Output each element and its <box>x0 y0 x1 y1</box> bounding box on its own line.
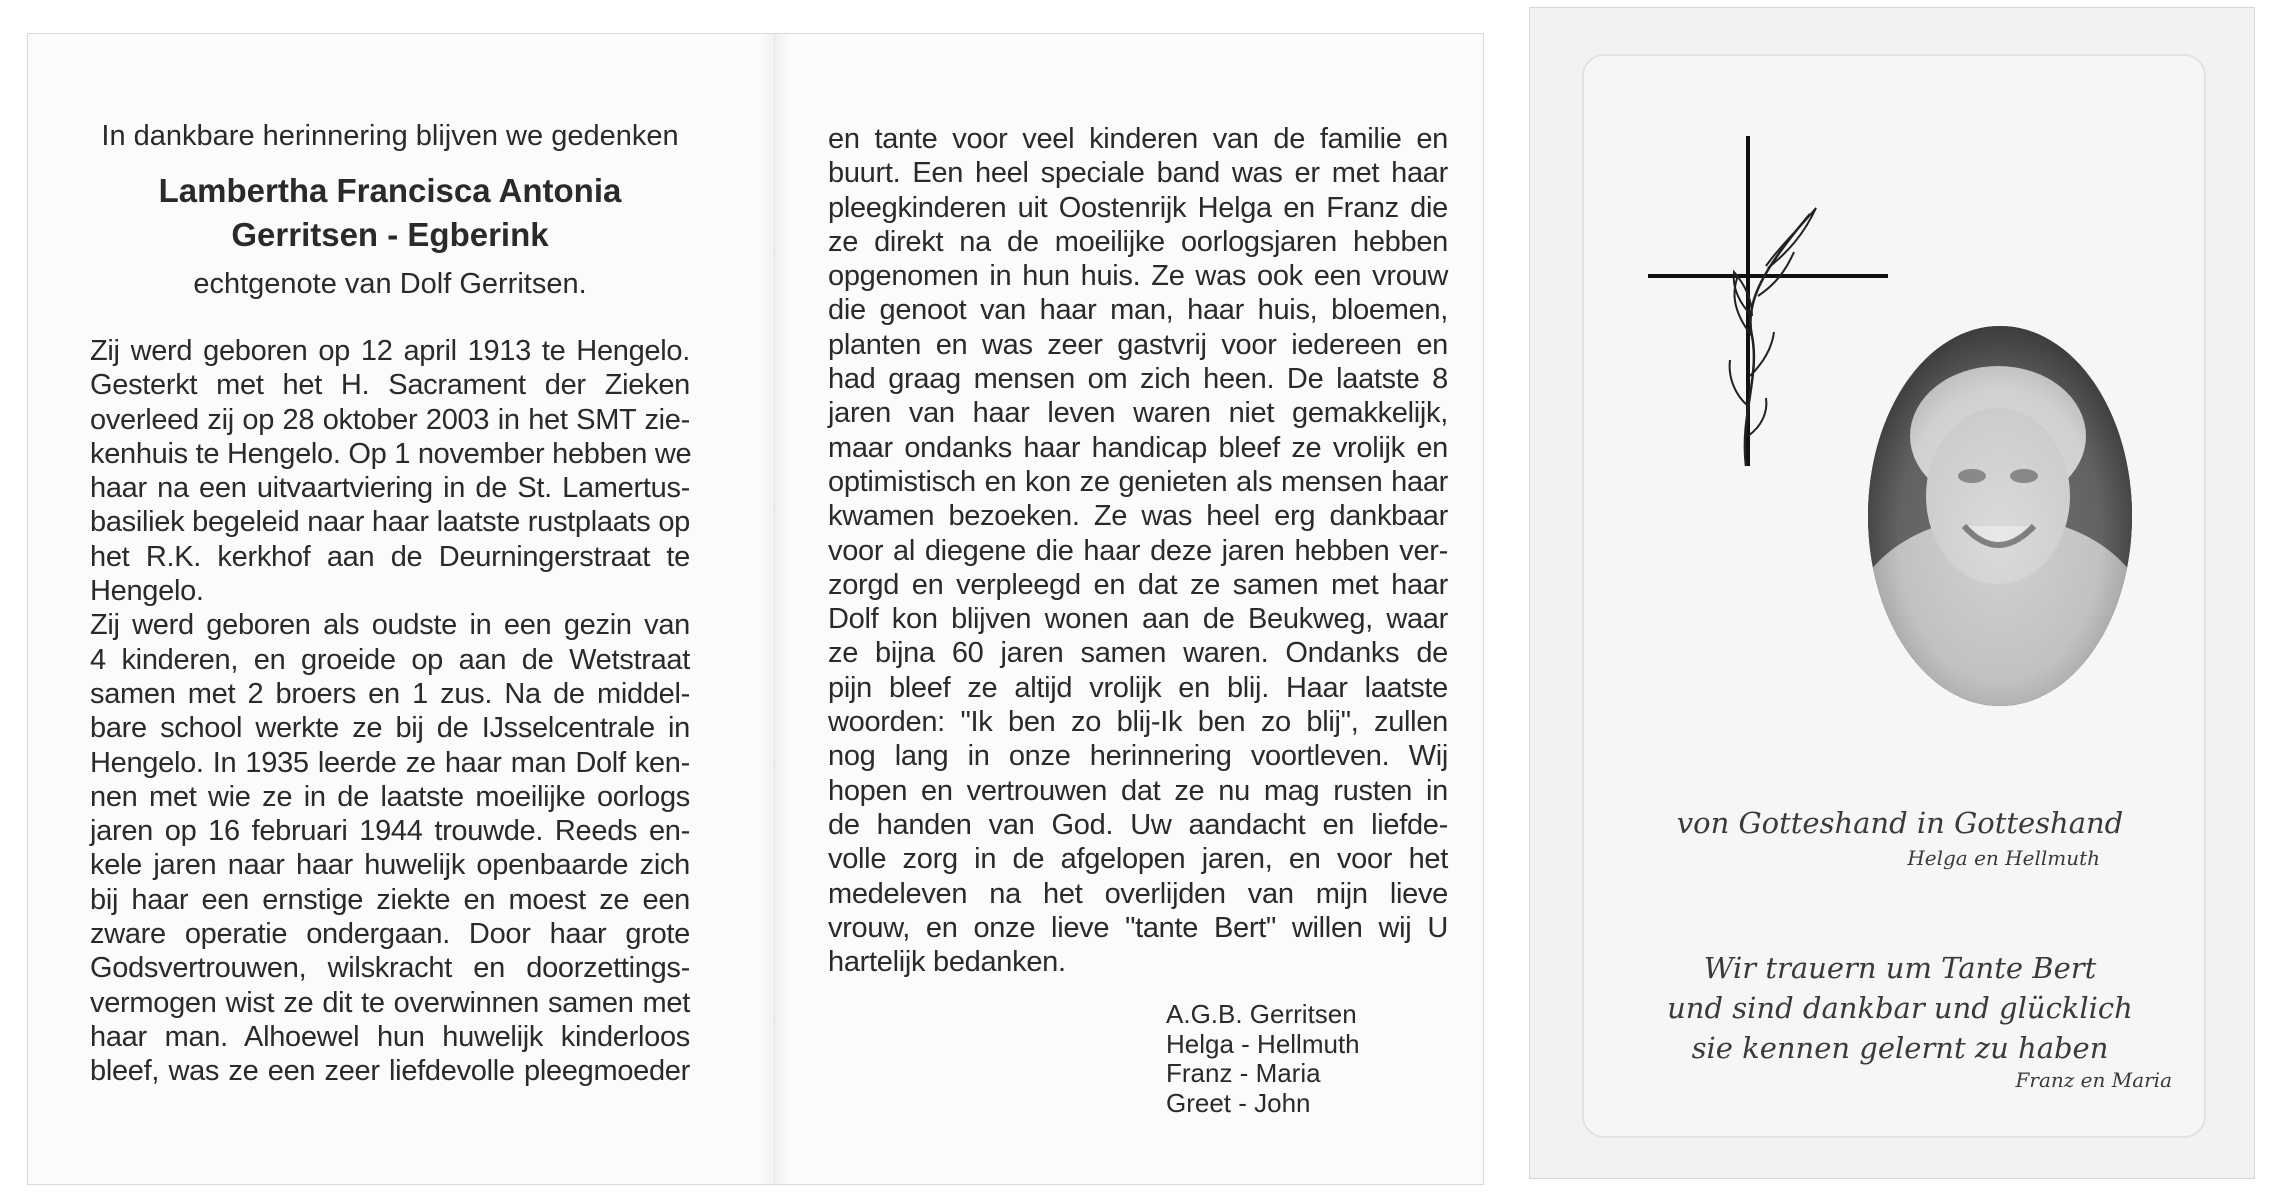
text-line: zorgd en verpleegd en dat ze samen met haar <box>828 568 1448 601</box>
text-line: Hengelo. <box>90 575 204 608</box>
text-line: nen met wie ze in de laatste moeilijke oorlogs <box>90 780 690 813</box>
verse-1: von Gotteshand in Gotteshand <box>1676 806 2124 840</box>
text-line: vrouw, en onze lieve "tante Bert" willen wij U <box>828 911 1448 944</box>
deceased-name-line1: Lambertha Francisca Antonia <box>158 172 622 209</box>
text-line: hartelijk bedanken. <box>828 946 1066 979</box>
signature-line: Franz - Maria <box>1166 1058 1321 1088</box>
text-line: maar ondanks haar handicap bleef ze vrolijk en <box>828 431 1448 464</box>
text-line: pleegkinderen uit Oostenrijk Helga en Franz die <box>828 191 1448 224</box>
text-line: samen met 2 broers en 1 zus. Na de middel- <box>90 677 690 710</box>
text-line: 4 kinderen, en groeide op aan de Wetstraat <box>90 643 690 676</box>
text-line: kwamen bezoeken. Ze was heel erg dankbaar <box>828 500 1448 533</box>
text-line: bij haar een ernstige ziekte en moest ze een <box>90 883 690 916</box>
text-line: voor al diegene die haar deze jaren hebben ver- <box>828 534 1448 567</box>
text-line: ze direkt na de moeilijke oorlogsjaren hebben <box>828 225 1448 258</box>
text-line: en tante voor veel kinderen van de familie en <box>828 123 1448 155</box>
text-line: planten en was zeer gastvrij voor iedereen en <box>828 328 1448 361</box>
text-line: medeleven na het overlijden van mijn lieve <box>828 877 1448 910</box>
text-line: buurt. Een heel speciale band was er met haar <box>828 157 1448 190</box>
text-line: jaren van haar leven waren niet gemakkelijk, <box>828 397 1448 430</box>
text-line: bare school werkte ze bij de IJsselcentrale in <box>90 712 690 745</box>
signature-line: A.G.B. Gerritsen <box>1166 999 1357 1029</box>
text-line: nog lang in onze herinnering voortleven. Wij <box>828 740 1448 773</box>
text-line: had graag mensen om zich heen. De laatste 8 <box>828 363 1448 396</box>
verse-2 <box>1620 948 2180 1068</box>
signature-line: Helga - Hellmuth <box>1166 1028 1360 1059</box>
signatures <box>1166 1000 1360 1118</box>
text-line: Godsvertrouwen, wilskracht en doorzettings- <box>90 952 690 985</box>
text-line: de handen van God. Uw aandacht en liefde- <box>828 808 1448 841</box>
verse-2-line: Wir trauern um Tante Bert <box>1703 951 2097 985</box>
text-line: het R.K. kerkhof aan de Deurningerstraat te <box>90 540 690 573</box>
text-line: kele jaren naar haar huwelijk openbaarde zich <box>90 849 690 882</box>
signature-line: Greet - John <box>1166 1087 1311 1118</box>
text-line: kenhuis te Hengelo. Op 1 november hebben we <box>90 437 692 470</box>
text-line: bleef, was ze een zeer liefdevolle pleegmoeder <box>90 1055 690 1088</box>
text-line: optimistisch en kon ze genieten als mensen haar <box>828 465 1448 498</box>
text-line: overleed zij op 28 oktober 2003 in het SMT zie- <box>90 403 690 436</box>
card-fold-line <box>774 34 775 1184</box>
text-line: zware operatie ondergaan. Door haar grote <box>90 918 690 951</box>
intro-line: In dankbare herinnering blijven we gedenken <box>101 120 679 152</box>
text-line: die genoot van haar man, haar huis, bloemen, <box>828 294 1448 327</box>
text-line: Hengelo. In 1935 leerde ze haar man Dolf ken- <box>90 746 690 779</box>
spouse-line: echtgenote van Dolf Gerritsen. <box>193 268 587 300</box>
text-line: hopen en vertrouwen dat ze nu mag rusten in <box>828 774 1448 807</box>
verse-1-author: Helga en Hellmuth <box>1907 846 2100 870</box>
memorial-card-front <box>1530 8 2254 1178</box>
text-line: woorden: "Ik ben zo blij-Ik ben zo blij", zullen <box>828 706 1448 739</box>
biography-text-right <box>828 122 1448 979</box>
biography-text-left <box>90 334 690 1089</box>
text-line: ze bijna 60 jaren samen waren. Ondanks de <box>828 637 1448 670</box>
text-line: Zij werd geboren op 12 april 1913 te Hengelo. <box>90 335 690 367</box>
text-line: haar na een uitvaartviering in de St. Lamertus- <box>90 472 690 505</box>
portrait-photo <box>1868 326 2132 706</box>
cross-with-wheat-icon <box>1648 136 1898 496</box>
text-line: Dolf kon blijven wonen aan de Beukweg, waar <box>828 603 1448 636</box>
text-line: opgenomen in hun huis. Ze was ook een vrouw <box>828 260 1448 293</box>
text-line: Zij werd geboren als oudste in een gezin van <box>90 609 690 642</box>
text-line: basiliek begeleid naar haar laatste rustplaats op <box>90 506 690 539</box>
verse-2-line: sie kennen gelernt zu haben <box>1691 1031 2109 1065</box>
text-line: volle zorg in de afgelopen jaren, en voor het <box>828 843 1448 876</box>
text-line: Gesterkt met het H. Sacrament der Zieken <box>90 369 690 402</box>
text-line: haar man. Alhoewel hun huwelijk kinderloos <box>90 1020 690 1053</box>
text-line: pijn bleef ze altijd vrolijk en blij. Haar laatste <box>828 671 1448 704</box>
deceased-name-line2: Gerritsen - Egberink <box>231 216 549 253</box>
text-line: jaren op 16 februari 1944 trouwde. Reeds en- <box>90 815 690 848</box>
verse-2-author: Franz en Maria <box>2015 1068 2172 1092</box>
text-line: vermogen wist ze dit te overwinnen samen met <box>90 986 690 1019</box>
verse-2-line: und sind dankbar und glücklich <box>1667 991 2133 1025</box>
card-fold-shadow <box>760 34 790 1184</box>
